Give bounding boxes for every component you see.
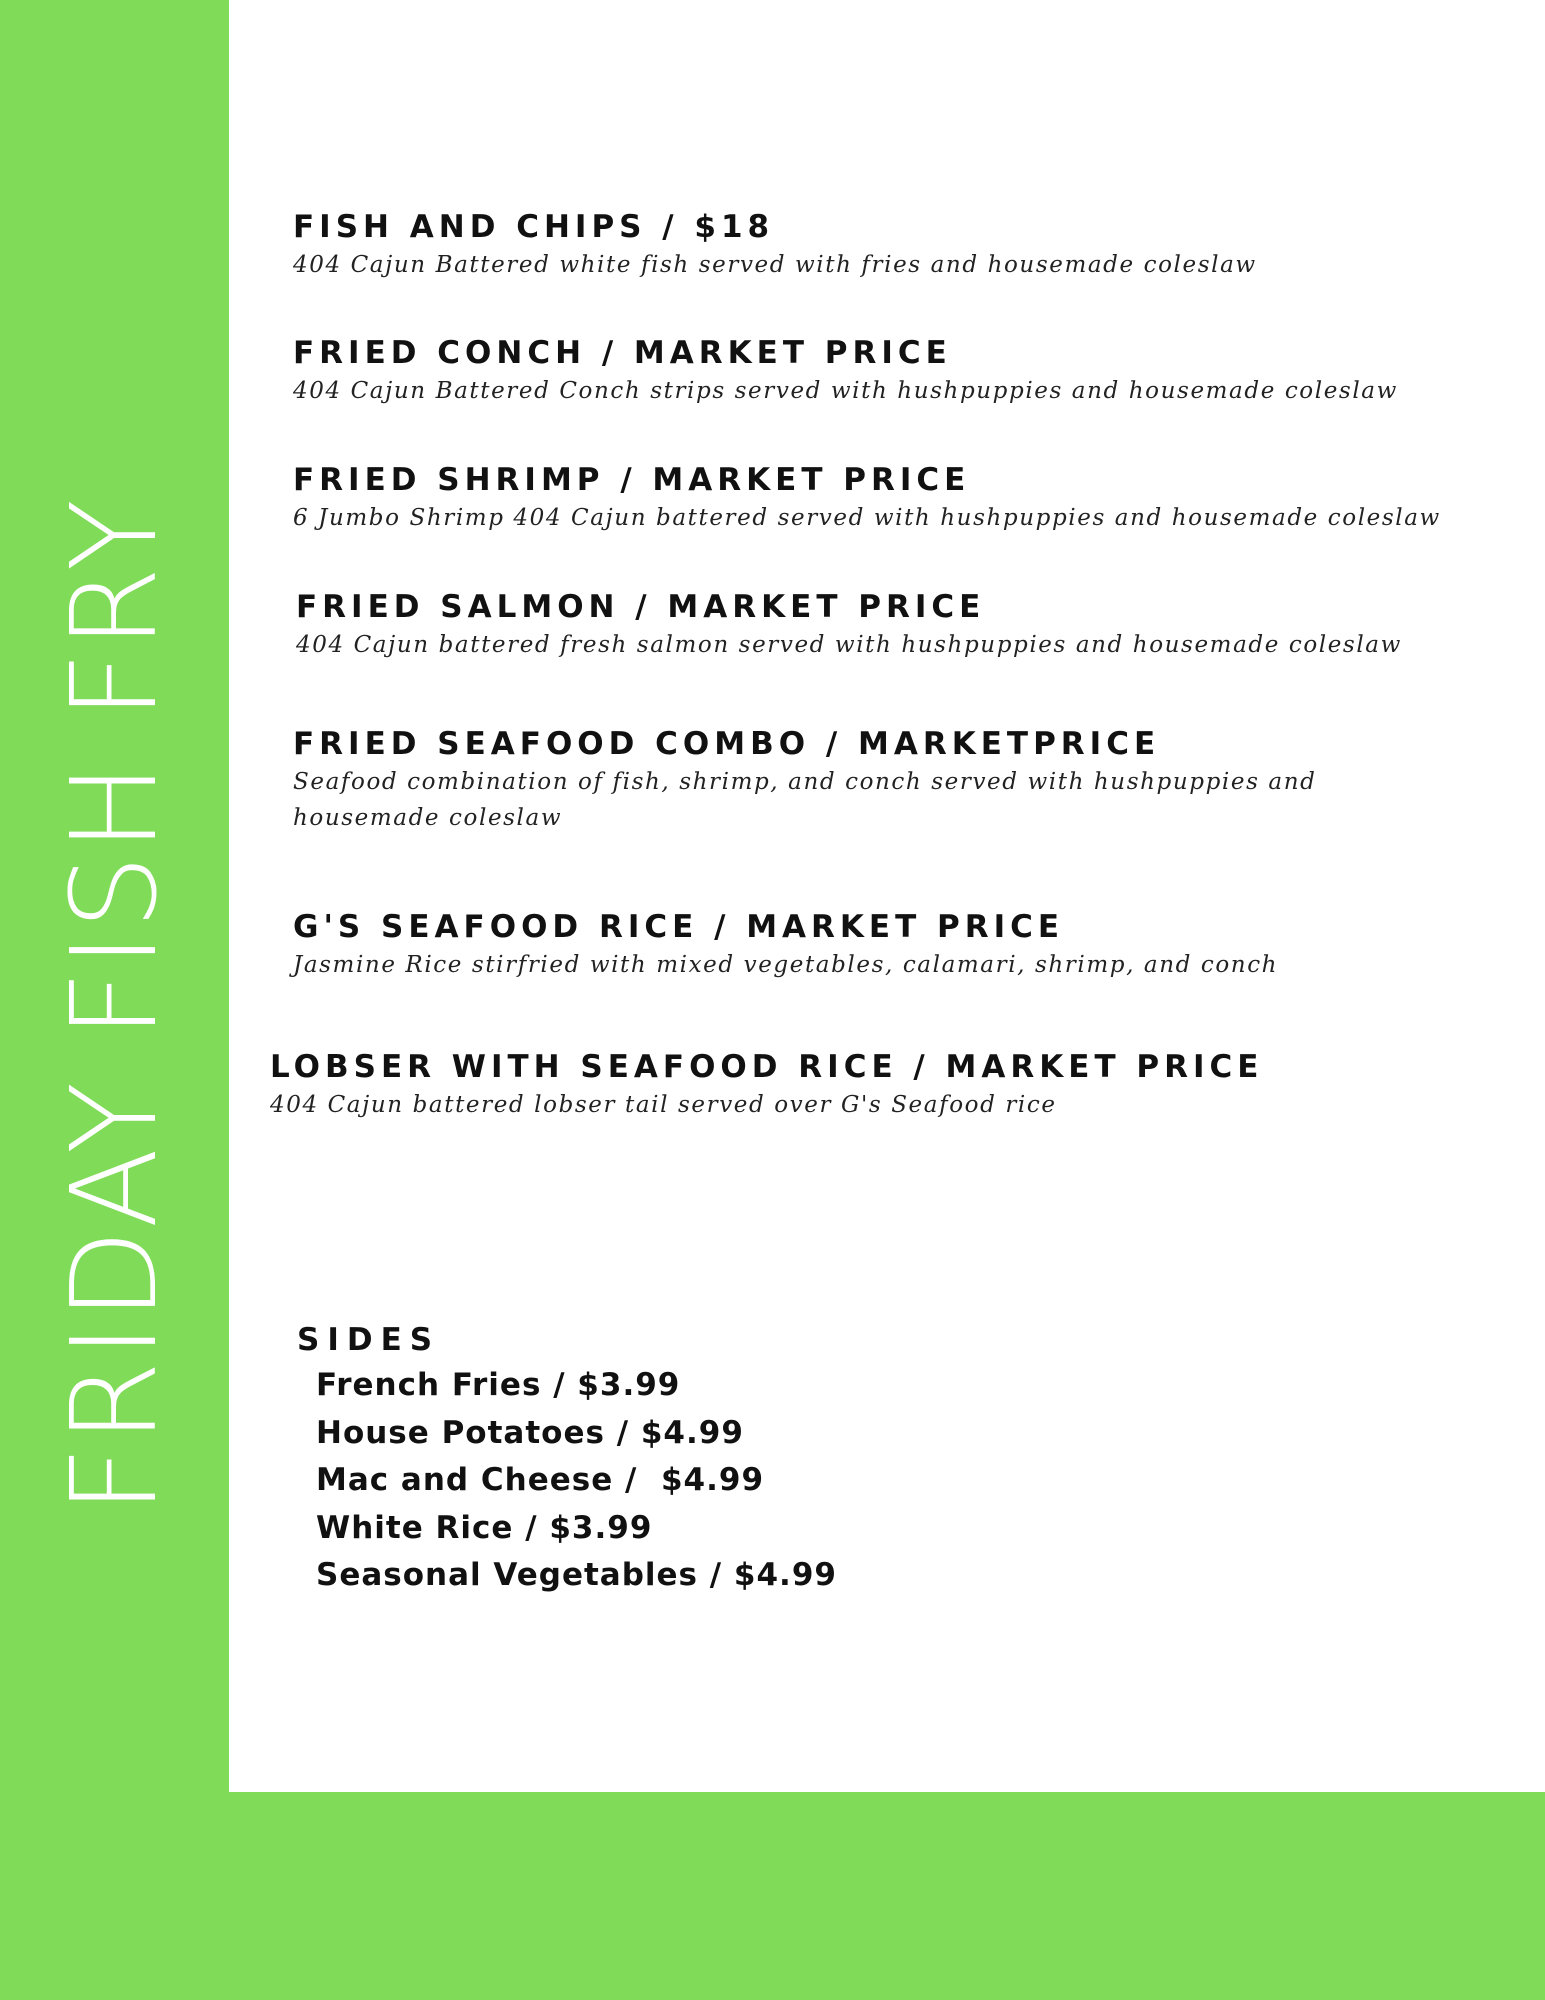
menu-item-title: FRIED SHRIMP / MARKET PRICE [293, 462, 971, 498]
menu-item-title: LOBSER WITH SEAFOOD RICE / MARKET PRICE [270, 1049, 1264, 1085]
side-item: Seasonal Vegetables / $4.99 [316, 1557, 837, 1593]
menu-item-gs-seafood-rice [293, 907, 1533, 983]
sides-section [297, 1318, 837, 1600]
menu-item-fish-and-chips [293, 207, 1533, 283]
menu-item-fried-seafood-combo [293, 724, 1373, 836]
menu-item-description: 404 Cajun Battered Conch strips served with hushpuppies and housemade coleslaw [293, 378, 1398, 404]
menu-item-lobser-seafood-rice [270, 1047, 1510, 1123]
menu-item-title: FRIED CONCH / MARKET PRICE [293, 335, 952, 371]
menu-title-vertical: FRIDAY FISH FRY [45, 496, 183, 1514]
menu-item-description: Jasmine Rice stirfried with mixed vegetables, calamari, shrimp, and conch [293, 952, 1279, 978]
menu-item-title: FRIED SEAFOOD COMBO / MARKETPRICE [293, 726, 1161, 762]
side-item: French Fries / $3.99 [316, 1367, 681, 1403]
menu-item-description: 6 Jumbo Shrimp 404 Cajun battered served with hushpuppies and housemade coleslaw [293, 505, 1441, 531]
menu-item-title: FISH AND CHIPS / $18 [293, 209, 775, 245]
menu-item-description: Seafood combination of fish, shrimp, and conch served with hushpuppies and housemade coleslaw [293, 769, 1317, 831]
side-item: White Rice / $3.99 [316, 1509, 653, 1546]
side-item: House Potatoes / $4.99 [316, 1414, 744, 1451]
side-item: Mac and Cheese / $4.99 [316, 1462, 765, 1498]
menu-item-description: 404 Cajun battered lobser tail served over G's Seafood rice [270, 1092, 1057, 1118]
menu-item-description: 404 Cajun battered fresh salmon served with hushpuppies and housemade coleslaw [296, 632, 1402, 658]
menu-item-title: FRIED SALMON / MARKET PRICE [296, 589, 986, 625]
menu-item-description: 404 Cajun Battered white fish served with fries and housemade coleslaw [293, 252, 1257, 278]
sides-title: SIDES [297, 1322, 441, 1358]
menu-item-fried-shrimp [293, 460, 1533, 536]
menu-item-fried-salmon [296, 587, 1536, 663]
bottom-green-band [0, 1792, 1545, 2000]
menu-item-title: G'S SEAFOOD RICE / MARKET PRICE [293, 909, 1065, 945]
sides-list [297, 1362, 837, 1600]
menu-item-fried-conch [293, 333, 1533, 409]
